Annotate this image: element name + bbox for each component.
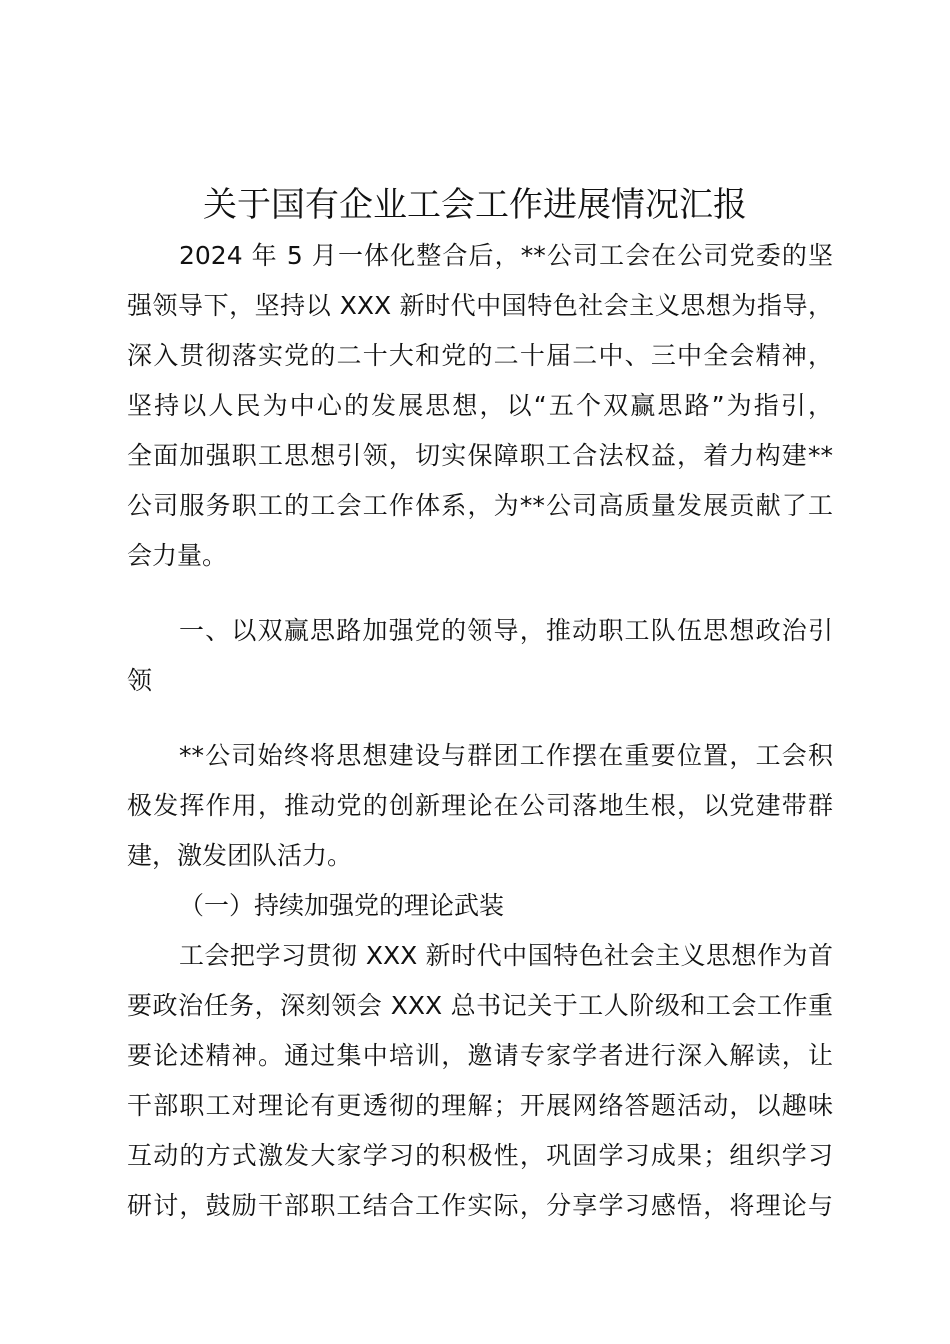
document-title: 关于国有企业工会工作进展情况汇报 <box>203 185 747 225</box>
paragraph-line: 研讨，鼓励干部职工结合工作实际，分享学习感悟，将理论与 <box>127 1191 833 1220</box>
paragraph-line: 深入贯彻落实党的二十大和党的二十届二中、三中全会精神， <box>127 341 833 370</box>
paragraph-line: 干部职工对理论有更透彻的理解；开展网络答题活动，以趣味 <box>127 1091 833 1120</box>
section-heading-line: 领 <box>127 666 153 695</box>
paragraph-line: 坚持以人民为中心的发展思想，以“五个双赢思路”为指引， <box>127 391 833 420</box>
paragraph-line: 极发挥作用，推动党的创新理论在公司落地生根，以党建带群 <box>127 791 833 820</box>
section-heading-line: 一、以双赢思路加强党的领导，推动职工队伍思想政治引 <box>179 616 833 645</box>
paragraph-line: 要论述精神。通过集中培训，邀请专家学者进行深入解读，让 <box>127 1041 833 1070</box>
subsection-heading: （一）持续加强党的理论武装 <box>179 891 505 920</box>
paragraph-line: 强领导下，坚持以 XXX 新时代中国特色社会主义思想为指导， <box>127 291 833 320</box>
paragraph-gap <box>127 706 833 731</box>
paragraph-line: 互动的方式激发大家学习的积极性，巩固学习成果；组织学习 <box>127 1141 833 1170</box>
paragraph-line: 2024 年 5 月一体化整合后，**公司工会在公司党委的坚 <box>179 241 833 270</box>
document-body <box>127 231 833 1231</box>
paragraph-line: 全面加强职工思想引领，切实保障职工合法权益，着力构建** <box>127 441 833 470</box>
paragraph-line: **公司始终将思想建设与群团工作摆在重要位置，工会积 <box>179 741 833 770</box>
paragraph-gap <box>127 581 833 606</box>
paragraph-line: 会力量。 <box>127 541 228 570</box>
paragraph-line: 要政治任务，深刻领会 XXX 总书记关于工人阶级和工会工作重 <box>127 991 833 1020</box>
paragraph-line: 工会把学习贯彻 XXX 新时代中国特色社会主义思想作为首 <box>179 941 833 970</box>
paragraph-line: 公司服务职工的工会工作体系，为**公司高质量发展贡献了工 <box>127 491 833 520</box>
paragraph-line: 建，激发团队活力。 <box>127 841 353 870</box>
